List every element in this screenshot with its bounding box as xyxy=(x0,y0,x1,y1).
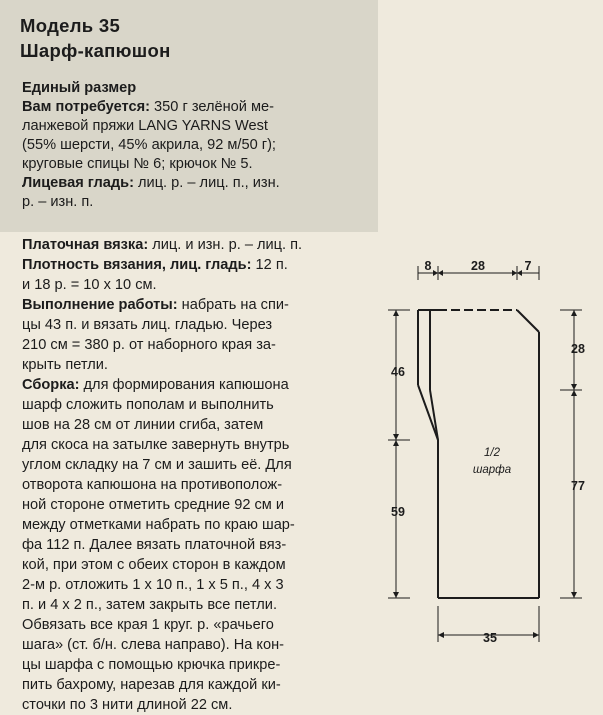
instruction-line: Плотность вязания, лиц. гладь: 12 п. xyxy=(22,257,288,273)
instruction-line: углом складку на 7 см и зашить её. Для xyxy=(22,457,292,473)
instruction-line: шарф сложить пополам и выполнить xyxy=(22,397,274,413)
materials-line: Вам потребуется: 350 г зелёной ме- xyxy=(22,99,275,115)
dim-right-lower: 77 xyxy=(571,479,585,493)
instruction-line: между отметками набрать по краю шар- xyxy=(22,517,295,533)
instruction-line: отворота капюшона на противополож- xyxy=(22,477,283,493)
instruction-line: Платочная вязка: лиц. и изн. р. – лиц. п. xyxy=(22,237,303,253)
dim-bottom: 35 xyxy=(483,631,497,645)
diagram-label-text: шарфа xyxy=(472,464,512,476)
header-panel xyxy=(0,0,378,232)
materials-line: ланжевой пряжи LANG YARNS West xyxy=(22,118,268,134)
dim-top-left: 8 xyxy=(424,259,432,273)
instruction-line: Выполнение работы: набрать на спи- xyxy=(22,297,289,313)
instruction-line: пить бахрому, нарезав для каждой ки- xyxy=(22,677,281,693)
instruction-line: и 18 р. = 10 х 10 см. xyxy=(22,277,157,293)
diagram-label-fraction: 1/2 xyxy=(484,447,500,459)
dim-top-middle: 28 xyxy=(471,259,485,273)
instruction-line: Обвязать все края 1 круг. р. «рачьего xyxy=(22,617,274,633)
instruction-line: для скоса на затылке завернуть внутрь xyxy=(22,437,290,453)
instruction-line: 210 см = 380 р. от наборного края за- xyxy=(22,337,276,353)
model-number: Модель 35 xyxy=(20,15,121,36)
materials-line: р. – изн. п. xyxy=(22,194,94,210)
size-label: Единый размер xyxy=(22,80,137,96)
instruction-line: крыть петли. xyxy=(22,357,108,373)
dim-left-upper: 46 xyxy=(391,365,405,379)
instruction-line: шов на 28 см от линии сгиба, затем xyxy=(22,417,264,433)
dim-top-right: 7 xyxy=(524,259,532,273)
instruction-line: цы шарфа с помощью крючка прикре- xyxy=(22,657,281,673)
instruction-line: п. и 4 х 2 п., затем закрыть все петли. xyxy=(22,597,278,613)
instruction-line: Сборка: для формирования капюшона xyxy=(22,377,289,393)
materials-line: Лицевая гладь: лиц. р. – лиц. п., изн. xyxy=(22,175,280,191)
materials-line: круговые спицы № 6; крючок № 5. xyxy=(22,156,253,172)
scarf-outline xyxy=(418,310,539,598)
instruction-line: сточки по 3 нити длиной 22 см. xyxy=(22,697,233,713)
instruction-line: ной стороне отметить средние 92 см и xyxy=(22,497,285,513)
instruction-line: шага» (ст. б/н. слева направо). На кон- xyxy=(22,637,284,653)
dim-right-upper: 28 xyxy=(571,342,585,356)
materials-line: (55% шерсти, 45% акрила, 92 м/50 г); xyxy=(22,137,276,153)
pattern-diagram xyxy=(380,250,603,700)
dim-left-lower: 59 xyxy=(391,505,405,519)
instruction-line: кой, при этом с обеих сторон в каждом xyxy=(22,557,286,573)
model-name: Шарф-капюшон xyxy=(20,40,171,61)
instruction-line: фа 112 п. Далее вязать платочной вяз- xyxy=(22,537,287,553)
instruction-line: 2-м р. отложить 1 х 10 п., 1 х 5 п., 4 х 3 xyxy=(22,577,284,593)
instruction-line: цы 43 п. и вязать лиц. гладью. Через xyxy=(22,317,273,333)
